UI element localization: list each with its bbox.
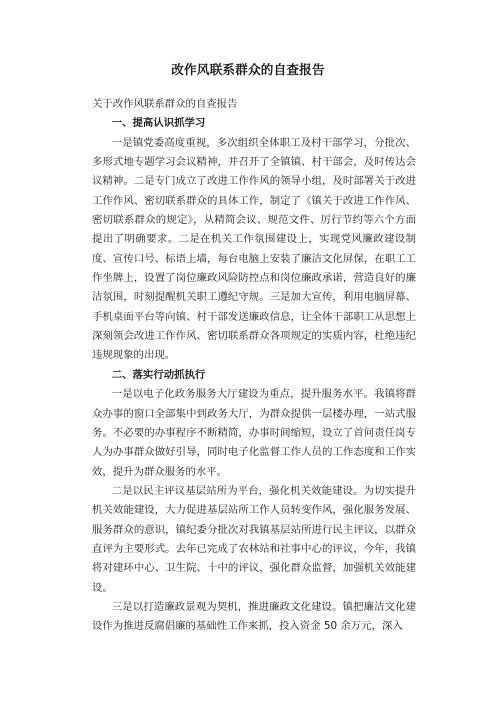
- section-heading: 二、落实行动抓执行: [111, 368, 206, 381]
- body-paragraph: 一是以电子化政务服务大厅建设为重点，提升服务水平。我镇将群众办事的窗口全部集中到政务大厅，为群众提供一层楼办理，一站式服务。不必要的办事程序不断精简，办事时间缩短，设立了首问责任岗专人为办事群众做好引导，同时电子化监督工作人员的工作态度和工作实效，提升为群众服务的水平。: [92, 388, 416, 478]
- section-heading: 一、提高认识抓学习: [111, 117, 206, 130]
- document-title: 改作风联系群众的自查报告: [171, 62, 325, 77]
- document-subtitle: 关于改作风联系群众的自查报告: [92, 98, 238, 110]
- body-paragraph: 一是镇党委高度重视，多次组织全体职工及村干部学习，分批次、多形式地专题学习会议精神，并召开了全镇镇、村干部会，及时传达会议精神。二是专门成立了改进工作作风的领导小组，及时部署关于改进工作作风、密切联系群众的具体工作，制定了《镇关于改进工作作风、密切联系群众的规定》，从精简会议、规范文件、厉行节约等六个方面提出了明确要求。二是在机关工作氛围建设上，实现党风廉政建设制度、宣传口号、标语上墙，每台电脑上安装了廉洁文化屏保，在职工工作坐牌上，设置了岗位廉政风险防控点和岗位廉政承诺，营造良好的廉洁氛围，时刻提醒机关职工遵纪守规。三是加大宣传，利用电脑屏幕、手机桌面平台等向镇、村干部发送廉政信息，让全体干部职工从思想上深刻领会改进工作作风、密切联系群众各项规定的实质内容，杜绝违纪违规现象的出现。: [92, 136, 416, 362]
- document-body: [92, 95, 416, 637]
- body-paragraph: 二是以民主评议基层站所为平台，强化机关效能建设。为切实提升机关效能建设，大力促进基层站所工作人员转变作风，强化服务发展、服务群众的意识，镇纪委分批次对我镇基层站所进行民主评议，以群众直评为主要形式。去年已完成了农林站和社事中心的评议，今年，我镇将对建环中心、卫生院、十中的评议，强化群众监督，加强机关效能建设。: [92, 484, 416, 594]
- body-paragraph: 三是以打造廉政景观为契机，推进廉政文化建设。镇把廉洁文化建设作为推进反腐倡廉的基础性工作来抓，投入资金 50 余万元，深入: [92, 600, 416, 633]
